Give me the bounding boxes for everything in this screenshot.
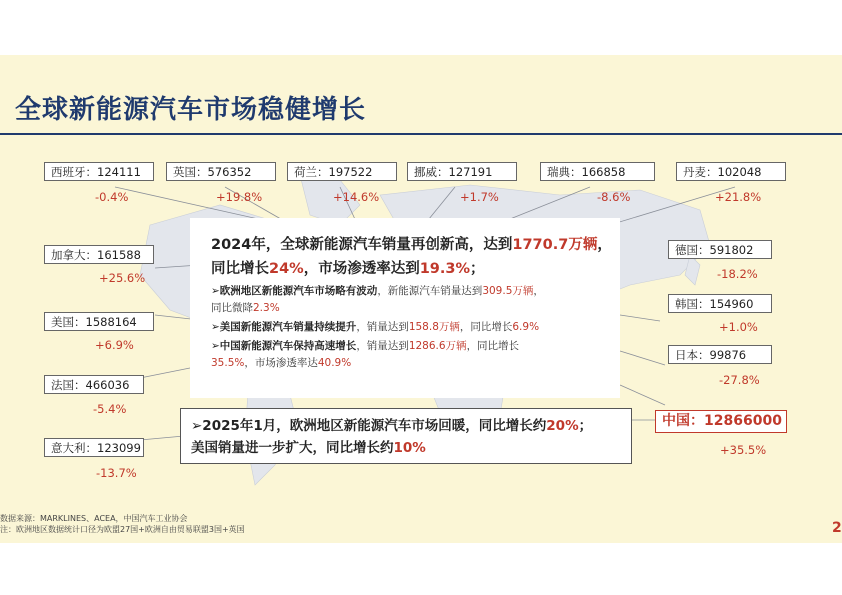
country-box-usa: 美国：1588164 — [44, 312, 154, 331]
bullet-europe — [211, 283, 601, 317]
growth-canada: +25.6% — [99, 271, 146, 285]
growth-japan: -27.8% — [719, 373, 760, 387]
bullet-heading: ➢中国新能源汽车保持高速增长 — [211, 340, 357, 352]
bullet-value: 158.8万辆 — [408, 321, 460, 333]
country-box-germany: 德国：591802 — [668, 240, 772, 259]
summary-text: 同比增长 — [211, 261, 269, 277]
page-title: 全球新能源汽车市场稳健增长 — [15, 95, 367, 125]
annotation-value: 20% — [546, 418, 579, 434]
summary-value: 1770.7万辆 — [512, 237, 598, 253]
growth-china: +35.5% — [720, 443, 767, 457]
growth-sweden: -8.6% — [597, 190, 631, 204]
summary-text: ， — [597, 237, 612, 253]
summary-text: 2024年，全球新能源汽车销量再创新高，达到 — [211, 237, 513, 253]
bullet-usa — [211, 319, 601, 336]
bullet-heading: ➢欧洲地区新能源汽车市场略有波动 — [211, 285, 378, 297]
annotation-text: ➢2025年1月，欧洲地区新能源汽车市场回暖，同比增长约 — [191, 418, 547, 434]
annotation-value: 10% — [393, 440, 426, 456]
connector-line — [620, 385, 665, 405]
growth-germany: -18.2% — [717, 267, 758, 281]
footer — [0, 513, 245, 535]
growth-uk: +19.8% — [216, 190, 263, 204]
bullet-text: ，销量达到 — [356, 340, 409, 352]
connector-line — [620, 315, 660, 321]
summary-growth-line — [211, 257, 601, 281]
summary-value: 24% — [269, 261, 304, 277]
footer-source: 数据来源：MARKLINES、ACEA，中国汽车工业协会 — [0, 514, 188, 523]
annotation-text: 美国销量进一步扩大，同比增长约 — [191, 440, 394, 456]
summary-text: ； — [470, 261, 485, 277]
country-box-italy: 意大利：123099 — [44, 438, 144, 457]
growth-usa: +6.9% — [95, 338, 134, 352]
annotation-line-1 — [191, 415, 621, 437]
country-box-denmark: 丹麦：102048 — [676, 162, 786, 181]
country-box-spain: 西班牙：124111 — [44, 162, 154, 181]
growth-denmark: +21.8% — [715, 190, 762, 204]
growth-korea: +1.0% — [719, 320, 758, 334]
bullet-text: ，同比增长 — [466, 340, 520, 352]
annotation-line-2 — [191, 437, 621, 459]
summary-value: 19.3% — [419, 261, 471, 277]
bullet-text: ，销量达到 — [356, 321, 409, 333]
bullet-text: ， — [533, 285, 544, 297]
bullet-text: ，市场渗透率达 — [244, 357, 318, 369]
page-number: 2 — [832, 520, 842, 536]
bullet-text: ，新能源汽车销量达到 — [377, 285, 483, 297]
country-box-sweden: 瑞典：166858 — [540, 162, 655, 181]
footer-note: 注：欧洲地区数据统计口径为欧盟27国+欧洲自由贸易联盟3国+英国 — [0, 525, 245, 534]
growth-spain: -0.4% — [95, 190, 129, 204]
country-box-china: 中国：12866000 — [655, 410, 787, 433]
bullet-heading: ➢美国新能源汽车销量持续提升 — [211, 321, 357, 333]
growth-france: -5.4% — [93, 402, 127, 416]
connector-line — [140, 367, 195, 378]
bullet-china — [211, 338, 601, 372]
country-box-canada: 加拿大：161588 — [44, 245, 154, 264]
country-box-france: 法国：466036 — [44, 375, 144, 394]
growth-norway: +1.7% — [460, 190, 499, 204]
bullet-text: 同比微降 — [211, 302, 253, 314]
bullet-value: 6.9% — [512, 321, 540, 333]
country-box-korea: 韩国：154960 — [668, 294, 772, 313]
summary-box — [190, 218, 620, 398]
annotation-box — [180, 408, 632, 464]
slide — [0, 55, 842, 543]
bullet-value: 35.5% — [211, 357, 245, 369]
country-box-uk: 英国：576352 — [166, 162, 276, 181]
summary-headline — [211, 233, 612, 257]
bullet-text: ，同比增长 — [459, 321, 513, 333]
country-box-japan: 日本：99876 — [668, 345, 772, 364]
annotation-text: ； — [578, 418, 593, 434]
bullet-value: 2.3% — [253, 302, 280, 314]
bullet-value: 40.9% — [317, 357, 352, 369]
growth-netherlands: +14.6% — [333, 190, 380, 204]
country-box-netherlands: 荷兰：197522 — [287, 162, 397, 181]
growth-italy: -13.7% — [96, 466, 137, 480]
bullet-value: 309.5万辆 — [482, 285, 534, 297]
bullet-value: 1286.6万辆 — [408, 340, 467, 352]
country-box-norway: 挪威：127191 — [407, 162, 517, 181]
connector-line — [620, 351, 665, 365]
summary-text: ，市场渗透率达到 — [303, 261, 420, 277]
